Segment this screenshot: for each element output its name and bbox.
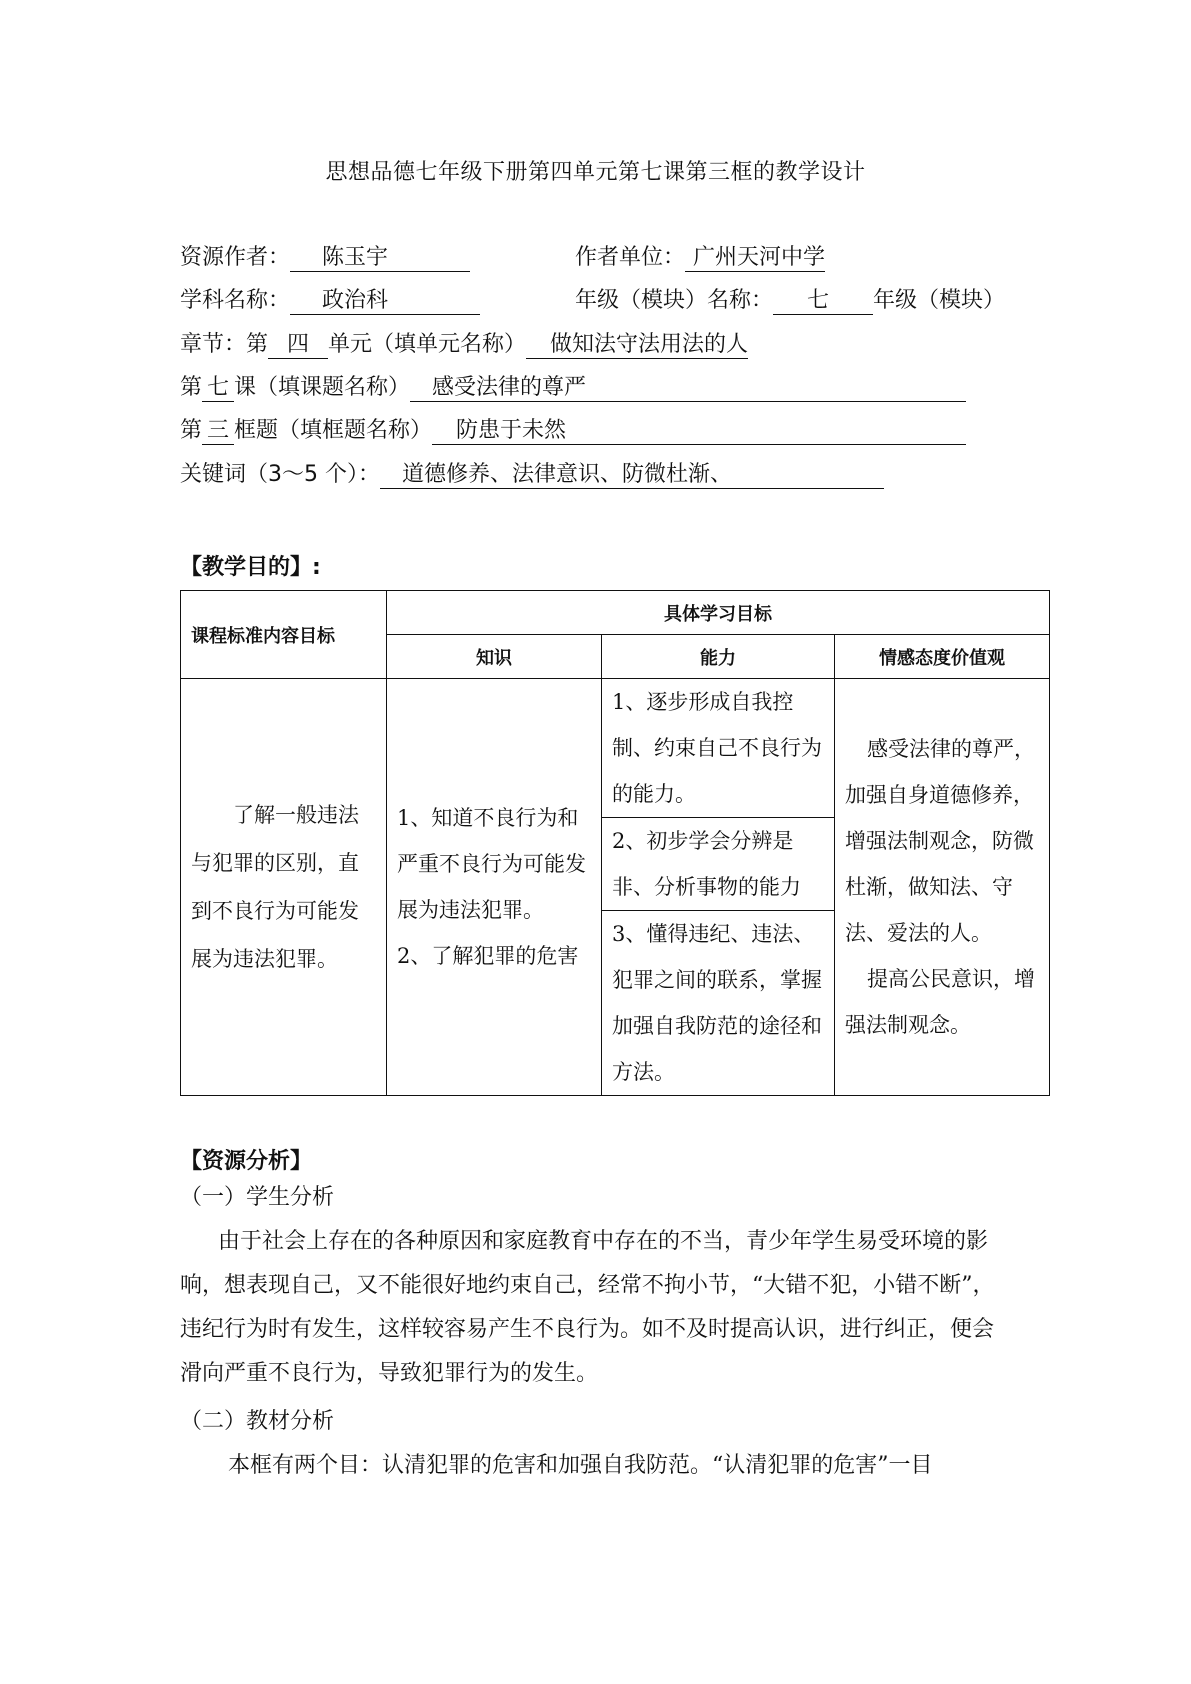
keywords-line: [180, 460, 884, 490]
author-label: 资源作者：: [180, 245, 291, 270]
emotion-item-1: 感受法律的尊严，加强自身道德修养，增强法制观念，防微杜渐，做知法、守法、爱法的人。: [845, 737, 1035, 945]
frame-line: [180, 416, 966, 446]
grade-line: [575, 286, 1005, 316]
subject-value: 政治科: [290, 288, 480, 315]
unit-value: 广州天河中学: [685, 245, 825, 272]
resource-heading: 【资源分析】: [180, 1149, 313, 1174]
ability-item-3: 3、懂得违纪、违法、犯罪之间的联系，掌握加强自我防范的途径和方法。: [602, 911, 835, 1096]
ability-item-2: 2、初步学会分辨是非、分析事物的能力: [602, 818, 835, 911]
emotion-item-2: 提高公民意识，增强法制观念。: [845, 967, 1035, 1037]
knowledge-header: 知识: [387, 635, 602, 679]
chapter-number: 四: [268, 332, 328, 359]
emotion-cell: [835, 679, 1050, 1096]
knowledge-cell: [387, 679, 602, 1096]
frame-name: 防患于未然: [432, 418, 966, 445]
frame-mid: 框题（填框题名称）: [234, 418, 433, 443]
keywords-value: 道德修养、法律意识、防微杜渐、: [380, 462, 884, 489]
goals-heading: 【教学目的】:: [180, 555, 321, 580]
emotion-header: 情感态度价值观: [835, 635, 1050, 679]
material-heading: （二）教材分析: [180, 1409, 335, 1434]
material-analysis-text: 本框有两个目：认清犯罪的危害和加强自我防范。“认清犯罪的危害”一目: [228, 1453, 933, 1478]
subject-line: [180, 286, 480, 316]
frame-number: 三: [202, 418, 234, 445]
grade-label: 年级（模块）名称：: [575, 288, 774, 313]
subject-label: 学科名称：: [180, 288, 291, 313]
standard-header: 课程标准内容目标: [181, 591, 387, 679]
knowledge-item-1: 1、知道不良行为和严重不良行为可能发展为违法犯罪。: [397, 806, 586, 922]
specific-goals-header: 具体学习目标: [387, 591, 1050, 635]
ability-header: 能力: [602, 635, 835, 679]
unit-label: 作者单位：: [575, 245, 686, 270]
frame-prefix: 第: [180, 418, 203, 443]
standard-cell: 了解一般违法与犯罪的区别，直到不良行为可能发展为违法犯罪。: [181, 679, 387, 1096]
document-title: 思想品德七年级下册第四单元第七课第三框的教学设计: [325, 160, 866, 185]
chapter-name: 做知法守法用法的人: [526, 332, 748, 359]
chapter-prefix: 章节：第: [180, 332, 269, 357]
unit-line: [575, 243, 825, 273]
author-line: [180, 243, 470, 273]
student-heading: （一）学生分析: [180, 1185, 335, 1210]
ability-item-1: 1、逐步形成自我控制、约束自己不良行为的能力。: [602, 679, 835, 818]
lesson-number: 七: [202, 375, 234, 402]
lesson-line: [180, 373, 966, 403]
lesson-mid: 课（填课题名称）: [234, 375, 411, 400]
chapter-mid: 单元（填单元名称）: [328, 332, 527, 357]
lesson-name: 感受法律的尊严: [410, 375, 966, 402]
author-value: 陈玉宇: [290, 245, 470, 272]
grade-suffix: 年级（模块）: [873, 288, 1006, 313]
grade-value: 七: [773, 288, 873, 315]
chapter-line: [180, 330, 748, 360]
knowledge-item-2: 2、了解犯罪的危害: [397, 944, 579, 968]
lesson-prefix: 第: [180, 375, 203, 400]
keywords-label: 关键词（3～5 个）：: [180, 462, 380, 487]
student-analysis-text: 由于社会上存在的各种原因和家庭教育中存在的不当，青少年学生易受环境的影响，想表现自己，又不能很好地约束自己，经常不拘小节，“大错不犯，小错不断”， 违纪行为时有发生，这样较容易产生不良行为。如不及时提高认识，进行纠正，便会滑向严重不良行为，导致犯罪行为的发生。: [180, 1229, 995, 1386]
goals-table: [180, 590, 1050, 1096]
